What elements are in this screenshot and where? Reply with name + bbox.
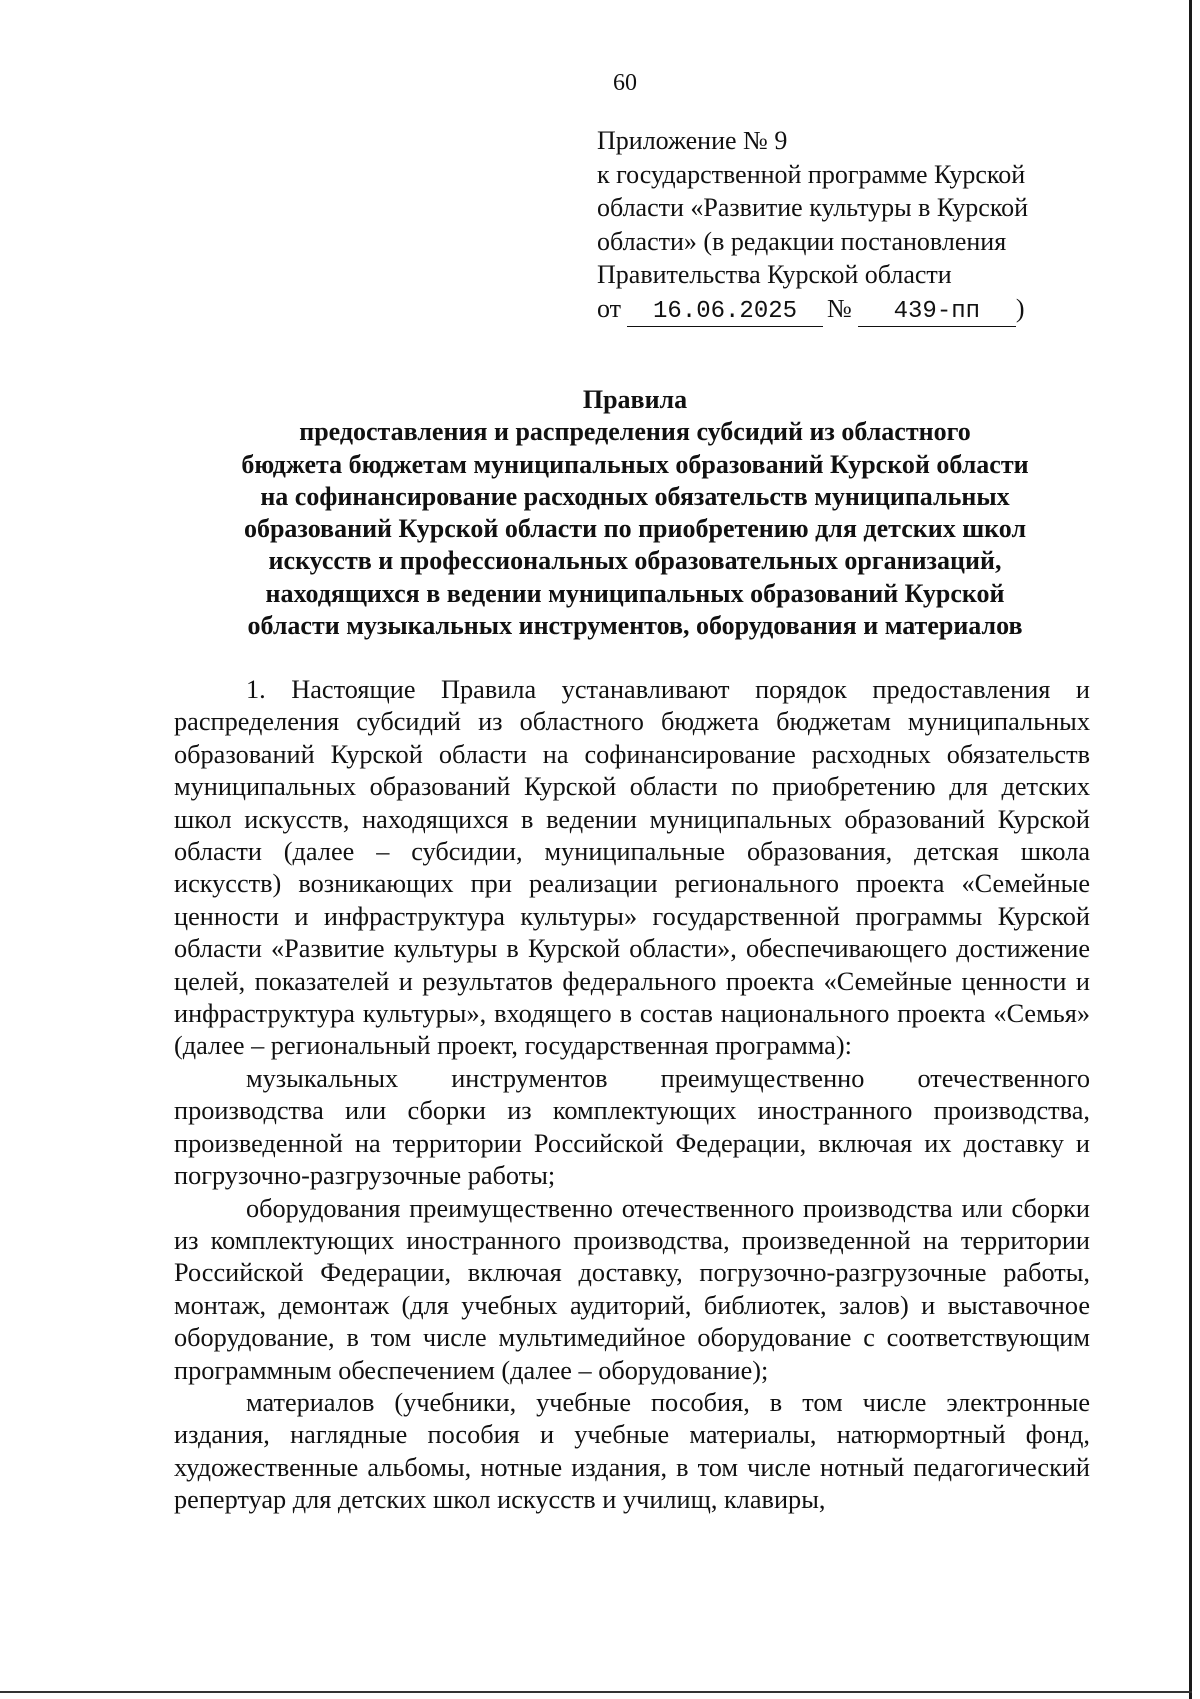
date-prefix: от <box>597 293 622 323</box>
title-heading: Правила <box>582 385 688 414</box>
document-body <box>174 674 1090 1517</box>
page-number: 60 <box>613 70 637 96</box>
title-line: области музыкальных инструментов, оборудования и материалов <box>247 611 1023 641</box>
appendix-line: к государственной программе Курской <box>597 159 1026 189</box>
paragraph-instruments: музыкальных инструментов преимущественно отечественного производства или сборки из комплектующих иностранного производства, произведенной на территории Российской Федерации, включая их доставку и погрузочно-разгрузочные работы; <box>174 1063 1090 1191</box>
document-title <box>180 384 1090 642</box>
title-line: искусств и профессиональных образовательных организаций, <box>268 546 1002 576</box>
title-line: на софинансирование расходных обязательств муниципальных <box>260 481 1010 511</box>
title-line: находящихся в ведении муниципальных образований Курской <box>265 578 1005 608</box>
number-prefix: № <box>827 293 852 323</box>
appendix-date-line <box>597 292 1097 327</box>
paragraph-1: 1. Настоящие Правила устанавливают порядок предоставления и распределения субсидий из областного бюджета бюджетам муниципальных образований Курской области на софинансирование расходных обязательств муниципальных образований Курской области по приобретению для детских школ искусств, находящихся в ведении муниципальных образований Курской области (далее – субсидии, муниципальные образования, детская школа искусств) возникающих при реализации регионального проекта «Семейные ценности и инфраструктура культуры» государственной программы Курской области «Развитие культуры в Курской области», обеспечивающего достижение целей, показателей и результатов федерального проекта «Семейные ценности и инфраструктура культуры», входящего в состав национального проекта «Семья» (далее – региональный проект, государственная программа): <box>174 675 1090 1061</box>
appendix-line: области» (в редакции постановления <box>597 226 1007 256</box>
title-line: образований Курской области по приобретению для детских школ <box>243 514 1027 544</box>
scan-edge-bottom <box>0 1691 1192 1693</box>
appendix-line: Приложение № 9 <box>597 126 788 155</box>
scan-edge-right <box>1189 0 1192 1699</box>
paragraph-equipment: оборудования преимущественно отечественного производства или сборки из комплектующих иностранного производства, произведенной на территории Российской Федерации, включая доставку, погрузочно-разгрузочные работы, монтаж, демонтаж (для учебных аудиторий, библиотек, залов) и выставочное оборудование, в том числе мультимедийное оборудование с соответствующим программным обеспечением (далее – оборудование); <box>174 1193 1090 1385</box>
number-field: 439-пп <box>858 298 1016 327</box>
date-field: 16.06.2025 <box>627 298 823 327</box>
paragraph-materials: материалов (учебники, учебные пособия, в том числе электронные издания, наглядные пособия и учебные материалы, натюрмортный фонд, художественные альбомы, нотные издания, в том числе нотный педагогический репертуар для детских школ искусств и училищ, клавиры, <box>174 1387 1090 1515</box>
title-line: бюджета бюджетам муниципальных образований Курской области <box>241 449 1029 479</box>
closing-paren: ) <box>1015 293 1025 323</box>
title-line: предоставления и распределения субсидий из областного <box>299 417 971 447</box>
appendix-block <box>597 124 1097 327</box>
appendix-line: области «Развитие культуры в Курской <box>597 193 1029 222</box>
appendix-line: Правительства Курской области <box>597 260 952 289</box>
